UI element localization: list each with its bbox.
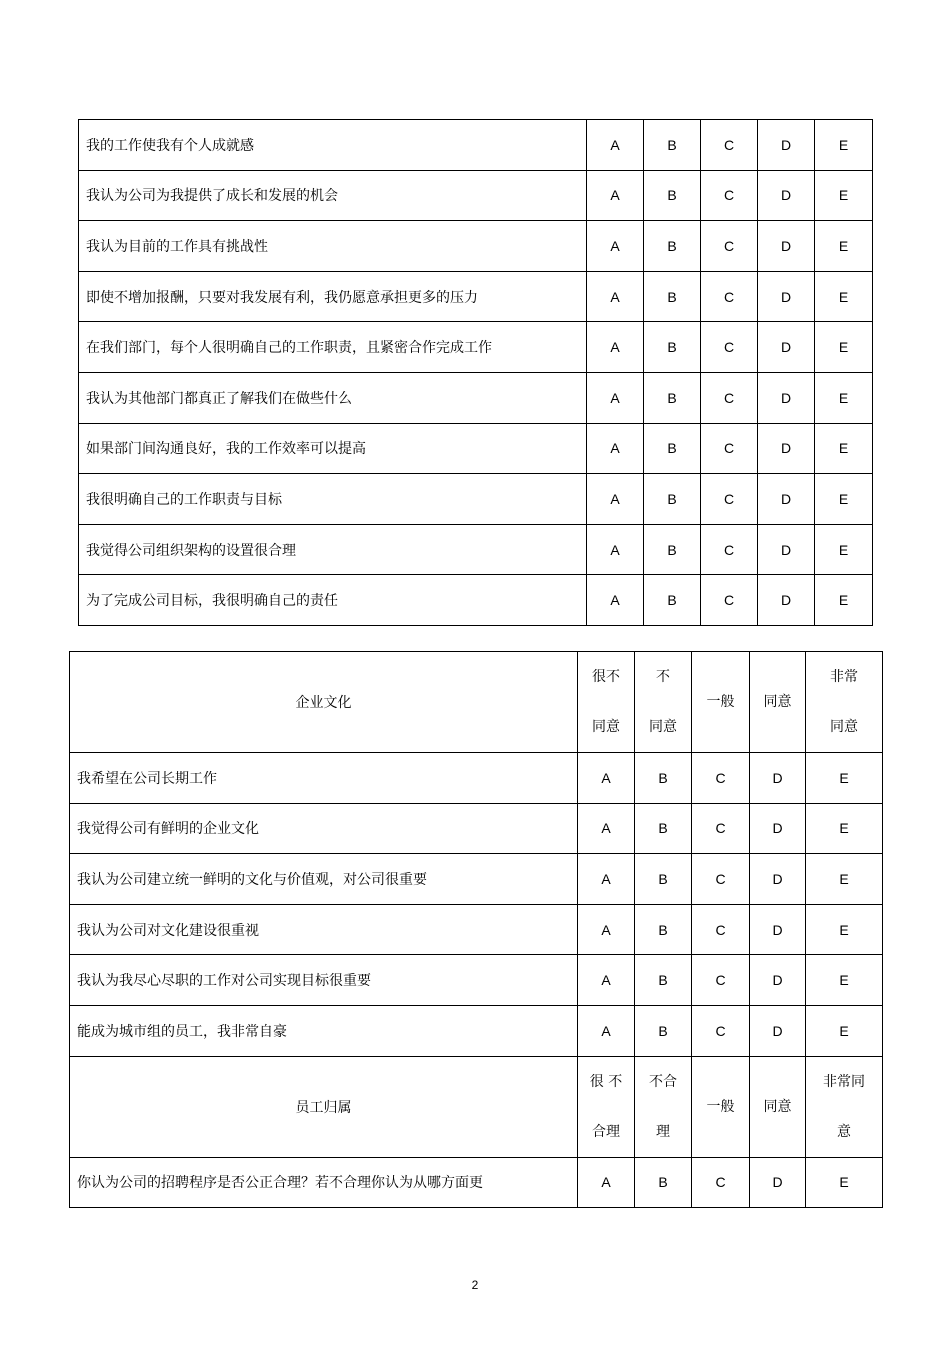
answer-option[interactable]: B (635, 803, 692, 854)
scale-header-line1: 很 不 (589, 1073, 623, 1090)
table-row (79, 322, 873, 373)
answer-option[interactable]: D (758, 221, 815, 272)
answer-option[interactable]: A (587, 221, 644, 272)
answer-option[interactable]: D (750, 1157, 806, 1208)
answer-option[interactable]: C (692, 955, 750, 1006)
answer-option[interactable]: C (701, 170, 758, 221)
answer-option[interactable]: D (758, 322, 815, 373)
question-text: 能成为城市组的员工，我非常自豪 (70, 1005, 578, 1056)
answer-option[interactable]: E (815, 575, 873, 626)
answer-option[interactable]: D (758, 474, 815, 525)
scale-header-line1: 非常同 (823, 1073, 865, 1090)
scale-header (635, 1056, 692, 1157)
table-row (79, 120, 873, 171)
answer-option[interactable]: C (692, 1157, 750, 1208)
answer-option[interactable]: A (578, 854, 635, 905)
table-row (79, 221, 873, 272)
answer-option[interactable]: E (806, 854, 883, 905)
answer-option[interactable]: D (750, 753, 806, 804)
answer-option[interactable]: C (701, 423, 758, 474)
answer-option[interactable]: D (758, 372, 815, 423)
page-number: 2 (471, 1278, 479, 1292)
belonging-header-row (70, 1056, 883, 1157)
answer-option[interactable]: D (758, 120, 815, 171)
question-text: 我认为公司建立统一鲜明的文化与价值观，对公司很重要 (70, 854, 578, 905)
scale-header-line2: 同意 (592, 719, 620, 735)
table-row (79, 372, 873, 423)
scale-header-line2: 意 (837, 1123, 851, 1140)
scale-header-line1: 一般 (706, 1098, 735, 1115)
answer-option[interactable]: E (815, 474, 873, 525)
answer-option[interactable]: A (578, 904, 635, 955)
answer-option[interactable]: C (701, 271, 758, 322)
question-text: 我觉得公司组织架构的设置很合理 (79, 524, 587, 575)
answer-option[interactable]: D (750, 955, 806, 1006)
answer-option[interactable]: C (701, 120, 758, 171)
answer-option[interactable]: D (750, 803, 806, 854)
table-row (79, 170, 873, 221)
answer-option[interactable]: B (635, 955, 692, 1006)
question-text: 即使不增加报酬，只要对我发展有利，我仍愿意承担更多的压力 (79, 271, 587, 322)
answer-option[interactable]: B (635, 854, 692, 905)
answer-option[interactable]: E (815, 221, 873, 272)
table-row (79, 474, 873, 525)
scale-header (806, 1056, 883, 1157)
answer-option[interactable]: B (635, 1157, 692, 1208)
answer-option[interactable]: E (806, 955, 883, 1006)
scale-header (806, 652, 883, 753)
survey-table-work (78, 119, 873, 626)
section-title: 员工归属 (70, 1056, 578, 1157)
scale-header-line2: 合理 (592, 1123, 620, 1140)
answer-option[interactable]: E (806, 1005, 883, 1056)
answer-option[interactable]: C (701, 221, 758, 272)
question-text: 我的工作使我有个人成就感 (79, 120, 587, 171)
answer-option[interactable]: C (692, 904, 750, 955)
answer-option[interactable]: D (758, 524, 815, 575)
answer-option[interactable]: B (644, 423, 701, 474)
question-text: 在我们部门，每个人很明确自己的工作职责，且紧密合作完成工作 (79, 322, 587, 373)
scale-header-line2: 同意 (830, 719, 858, 735)
answer-option[interactable]: E (815, 271, 873, 322)
question-text: 为了完成公司目标，我很明确自己的责任 (79, 575, 587, 626)
table-row (70, 1005, 883, 1056)
answer-option[interactable]: D (758, 423, 815, 474)
scale-header (692, 1056, 750, 1157)
answer-option[interactable]: D (750, 904, 806, 955)
answer-option[interactable]: C (701, 322, 758, 373)
answer-option[interactable]: B (635, 1005, 692, 1056)
scale-header-line2: 理 (656, 1123, 670, 1140)
answer-option[interactable]: A (587, 120, 644, 171)
answer-option[interactable]: A (578, 955, 635, 1006)
answer-option[interactable]: E (815, 524, 873, 575)
answer-option[interactable]: B (635, 753, 692, 804)
answer-option[interactable]: B (635, 904, 692, 955)
answer-option[interactable]: A (587, 170, 644, 221)
table-row (79, 575, 873, 626)
answer-option[interactable]: A (587, 524, 644, 575)
question-text: 我认为公司对文化建设很重视 (70, 904, 578, 955)
answer-option[interactable]: D (758, 575, 815, 626)
answer-option[interactable]: A (587, 322, 644, 373)
question-text: 我觉得公司有鲜明的企业文化 (70, 803, 578, 854)
answer-option[interactable]: A (578, 1005, 635, 1056)
survey-table-culture (69, 651, 883, 1208)
answer-option[interactable]: C (692, 1005, 750, 1056)
table-row (79, 423, 873, 474)
answer-option[interactable]: E (806, 904, 883, 955)
question-text: 我认为我尽心尽职的工作对公司实现目标很重要 (70, 955, 578, 1006)
scale-header-line1: 同意 (763, 1098, 792, 1115)
question-text: 我认为其他部门都真正了解我们在做些什么 (79, 372, 587, 423)
scale-header (578, 1056, 635, 1157)
answer-option[interactable]: A (578, 803, 635, 854)
scale-header (750, 1056, 806, 1157)
answer-option[interactable]: B (644, 474, 701, 525)
table-row (70, 904, 883, 955)
scale-header-line1: 同意 (763, 694, 792, 710)
question-text: 如果部门间沟通良好，我的工作效率可以提高 (79, 423, 587, 474)
answer-option[interactable]: E (815, 423, 873, 474)
table-row (70, 955, 883, 1006)
answer-option[interactable]: A (578, 753, 635, 804)
scale-header-line1: 不合 (649, 1073, 677, 1090)
answer-option[interactable]: E (806, 753, 883, 804)
table-row (70, 1157, 883, 1208)
answer-option[interactable]: C (701, 575, 758, 626)
scale-header-line1: 一般 (706, 694, 735, 710)
scale-header-line1: 不 (656, 669, 670, 685)
answer-option[interactable]: D (750, 854, 806, 905)
table-row (70, 854, 883, 905)
answer-option[interactable]: E (815, 322, 873, 373)
scale-header-line2: 同意 (649, 719, 677, 735)
answer-option[interactable]: A (587, 271, 644, 322)
answer-option[interactable]: A (587, 474, 644, 525)
answer-option[interactable]: B (644, 322, 701, 373)
answer-option[interactable]: E (806, 1157, 883, 1208)
question-text: 我认为公司为我提供了成长和发展的机会 (79, 170, 587, 221)
table-row (79, 271, 873, 322)
section-title: 企业文化 (70, 652, 578, 753)
table-row (79, 524, 873, 575)
answer-option[interactable]: B (644, 120, 701, 171)
scale-header-line1: 非常 (830, 669, 858, 685)
answer-option[interactable]: C (701, 524, 758, 575)
question-text: 我认为目前的工作具有挑战性 (79, 221, 587, 272)
table-row (70, 753, 883, 804)
answer-option[interactable]: E (806, 803, 883, 854)
answer-option[interactable]: C (701, 474, 758, 525)
answer-option[interactable]: C (701, 372, 758, 423)
answer-option[interactable]: A (587, 575, 644, 626)
answer-option[interactable]: B (644, 170, 701, 221)
question-text: 你认为公司的招聘程序是否公正合理？若不合理你认为从哪方面更 (70, 1157, 578, 1208)
answer-option[interactable]: E (815, 120, 873, 171)
answer-option[interactable]: C (692, 803, 750, 854)
answer-option[interactable]: C (692, 854, 750, 905)
question-text: 我希望在公司长期工作 (70, 753, 578, 804)
answer-option[interactable]: B (644, 372, 701, 423)
answer-option[interactable]: A (587, 372, 644, 423)
scale-header (750, 652, 806, 753)
answer-option[interactable]: B (644, 524, 701, 575)
question-text: 我很明确自己的工作职责与目标 (79, 474, 587, 525)
answer-option[interactable]: A (587, 423, 644, 474)
scale-header (635, 652, 692, 753)
answer-option[interactable]: E (815, 170, 873, 221)
answer-option[interactable]: A (578, 1157, 635, 1208)
answer-option[interactable]: B (644, 271, 701, 322)
culture-header-row (70, 652, 883, 753)
scale-header (692, 652, 750, 753)
answer-option[interactable]: D (758, 170, 815, 221)
answer-option[interactable]: E (815, 372, 873, 423)
answer-option[interactable]: D (758, 271, 815, 322)
scale-header-line1: 很不 (592, 669, 620, 685)
answer-option[interactable]: B (644, 221, 701, 272)
table-row (70, 803, 883, 854)
answer-option[interactable]: B (644, 575, 701, 626)
answer-option[interactable]: D (750, 1005, 806, 1056)
scale-header (578, 652, 635, 753)
answer-option[interactable]: C (692, 753, 750, 804)
